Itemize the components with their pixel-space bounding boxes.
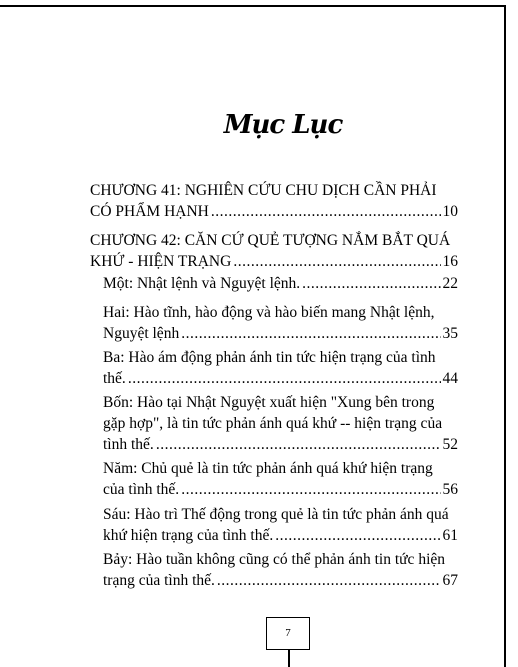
toc-title: Mục Lục <box>223 110 343 140</box>
toc-entry-last-line: của tình thế. <box>103 481 180 498</box>
dot-leader <box>156 434 441 455</box>
toc-page-number: 35 <box>442 325 458 342</box>
dot-leader <box>275 525 440 546</box>
toc-entry-section-5[interactable] <box>103 458 458 500</box>
page-number-tick <box>288 650 290 667</box>
dot-leader <box>128 368 441 389</box>
toc-entry-last-line: trạng của tình thế. <box>103 572 215 589</box>
toc-entry-line: Ba: Hào ám động phản ánh tin tức hiện trạng của tình <box>103 349 436 366</box>
toc-entry-last-line: Một: Nhật lệnh và Nguyệt lệnh. <box>103 275 301 292</box>
toc-entry-section-1[interactable] <box>103 273 458 294</box>
toc-entry-line: Bốn: Hào tại Nhật Nguyệt xuất hiện "Xung bên trong <box>103 394 435 411</box>
toc-entry-line: Hai: Hào tĩnh, hào động và hào biến mang Nhật lệnh, <box>103 304 435 321</box>
toc-entry-line: gặp hợp", là tin tức phản ánh quá khứ -- hiện trạng của <box>103 415 443 432</box>
dot-leader <box>217 570 441 591</box>
page-number-box <box>266 617 310 650</box>
page-frame-top <box>0 5 504 7</box>
toc-entry-line: Sáu: Hào trì Thế động trong quẻ là tin tức phản ánh quá <box>103 506 449 523</box>
toc-entry-line: CHƯƠNG 41: NGHIÊN CỨU CHU DỊCH CẦN PHẢI <box>90 182 437 199</box>
toc-page-number: 16 <box>442 253 458 270</box>
toc-entry-section-6[interactable] <box>103 504 458 546</box>
toc-entry-section-2[interactable] <box>103 302 458 344</box>
toc-entry-line: Bảy: Hào tuần không cũng có thể phản ánh tin tức hiện <box>103 551 445 568</box>
toc-entry-line: CHƯƠNG 42: CĂN CỨ QUẺ TƯỢNG NẮM BẮT QUÁ <box>90 232 451 249</box>
toc-page-number: 10 <box>442 203 458 220</box>
dot-leader <box>302 273 440 294</box>
toc-entry-last-line: thế. <box>103 370 126 387</box>
dot-leader <box>181 479 440 500</box>
toc-page-number: 61 <box>442 527 458 544</box>
dot-leader <box>233 251 440 272</box>
page-number: 7 <box>285 627 291 639</box>
toc-entry-section-7[interactable] <box>103 549 458 591</box>
toc-entry-last-line: khứ hiện trạng của tình thế. <box>103 527 274 544</box>
toc-entry-section-3[interactable] <box>103 347 458 389</box>
toc-entry-section-4[interactable] <box>103 392 458 455</box>
toc-entry-last-line: CÓ PHẨM HẠNH <box>90 203 209 220</box>
toc-page-number: 67 <box>442 572 458 589</box>
toc-page-number: 52 <box>442 436 458 453</box>
toc-entry-last-line: tình thế. <box>103 436 154 453</box>
toc-page-number: 44 <box>442 370 458 387</box>
dot-leader <box>211 201 441 222</box>
toc-page-number: 22 <box>442 275 458 292</box>
toc-entry-chapter-41[interactable] <box>90 180 458 222</box>
toc-entry-chapter-42[interactable] <box>90 230 458 272</box>
dot-leader <box>181 323 440 344</box>
toc-page-number: 56 <box>442 481 458 498</box>
page-frame-right <box>504 5 506 667</box>
toc-entry-last-line: Nguyệt lệnh <box>103 325 180 342</box>
toc-entry-last-line: KHỨ - HIỆN TRẠNG <box>90 253 232 270</box>
toc-entry-line: Năm: Chủ quẻ là tin tức phản ánh quá khứ hiện trạng <box>103 460 433 477</box>
